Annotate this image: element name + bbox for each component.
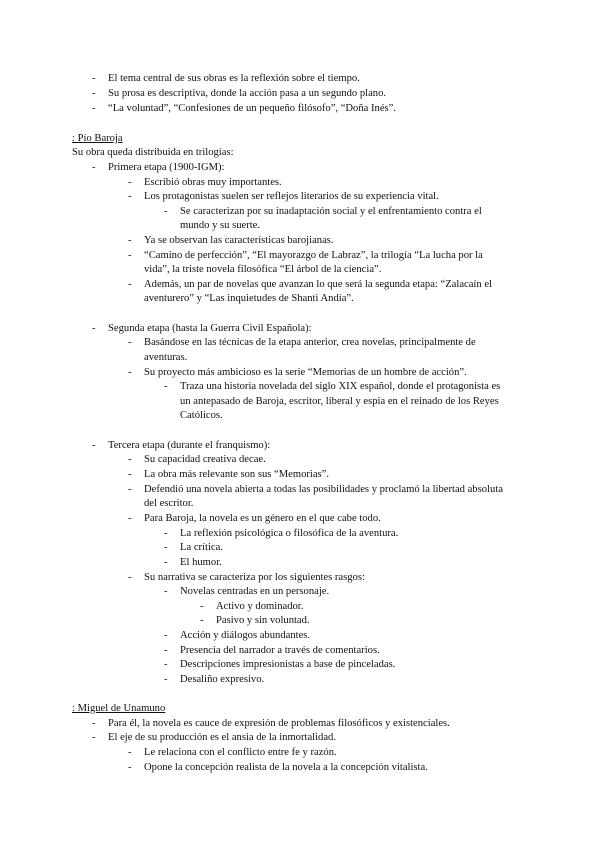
list-item: Pasivo y sin voluntad. bbox=[216, 615, 310, 626]
list-dash: - bbox=[128, 454, 132, 465]
list-dash: - bbox=[128, 367, 132, 378]
list-item: El tema central de sus obras es la reflexión sobre el tiempo. bbox=[108, 73, 360, 84]
list-item: Ya se observan las características barojianas. bbox=[144, 235, 334, 246]
list-dash: - bbox=[128, 279, 132, 290]
list-dash: - bbox=[200, 615, 204, 626]
list-item: Basándose en las técnicas de la etapa anterior, crea novelas, principalmente de bbox=[144, 337, 476, 348]
section-heading-baroja: : Pío Baroja bbox=[72, 133, 123, 144]
list-dash: - bbox=[128, 513, 132, 524]
list-dash: - bbox=[164, 557, 168, 568]
list-dash: - bbox=[92, 88, 96, 99]
list-dash: - bbox=[164, 381, 168, 392]
list-item: Desaliño expresivo. bbox=[180, 674, 265, 685]
list-dash: - bbox=[128, 484, 132, 495]
list-item: Tercera etapa (durante el franquismo): bbox=[108, 440, 271, 451]
list-dash: - bbox=[92, 162, 96, 173]
list-dash: - bbox=[164, 645, 168, 656]
list-dash: - bbox=[128, 762, 132, 773]
list-item: Para él, la novela es cauce de expresión de problemas filosóficos y existenciales. bbox=[108, 718, 450, 729]
list-dash: - bbox=[128, 250, 132, 261]
list-item: Los protagonistas suelen ser reflejos literarios de su experiencia vital. bbox=[144, 191, 439, 202]
list-item-continuation: aventurero” y “Las inquietudes de Shanti Andía”. bbox=[144, 293, 354, 304]
list-item: El eje de su producción es el ansia de la inmortalidad. bbox=[108, 732, 336, 743]
list-dash: - bbox=[92, 323, 96, 334]
list-dash: - bbox=[164, 674, 168, 685]
list-dash: - bbox=[128, 469, 132, 480]
list-item: Además, un par de novelas que avanzan lo que será la segunda etapa: “Zalacaín el bbox=[144, 279, 492, 290]
list-item: Opone la concepción realista de la novela a la concepción vitalista. bbox=[144, 762, 428, 773]
list-item: Descripciones impresionistas a base de pinceladas. bbox=[180, 659, 396, 670]
list-item: Defendió una novela abierta a todas las posibilidades y proclamó la libertad absoluta bbox=[144, 484, 503, 495]
list-item: Novelas centradas en un personaje. bbox=[180, 586, 330, 597]
list-item: Segunda etapa (hasta la Guerra Civil Española): bbox=[108, 323, 312, 334]
list-dash: - bbox=[92, 103, 96, 114]
list-item: Escribió obras muy importantes. bbox=[144, 177, 282, 188]
list-dash: - bbox=[164, 542, 168, 553]
list-item: “La voluntad”, “Confesiones de un pequeño filósofo”, “Doña Inés”. bbox=[108, 103, 396, 114]
list-item: Se caracterizan por su inadaptación social y el enfrentamiento contra el bbox=[180, 206, 482, 217]
list-dash: - bbox=[128, 177, 132, 188]
list-item-continuation: del escritor. bbox=[144, 498, 194, 509]
list-dash: - bbox=[200, 601, 204, 612]
list-dash: - bbox=[92, 718, 96, 729]
list-item-continuation: mundo y su suerte. bbox=[180, 220, 261, 231]
list-dash: - bbox=[164, 528, 168, 539]
list-item: Traza una historia novelada del siglo XIX español, donde el protagonista es bbox=[180, 381, 501, 392]
list-item: Acción y diálogos abundantes. bbox=[180, 630, 311, 641]
list-item: Activo y dominador. bbox=[216, 601, 304, 612]
list-dash: - bbox=[164, 206, 168, 217]
list-item-continuation: un antepasado de Baroja, escritor, liberal y espía en el reinado de los Reyes bbox=[180, 396, 499, 407]
list-item: Para Baroja, la novela es un género en el que cabe todo. bbox=[144, 513, 381, 524]
list-item-continuation: vida”, la triste novela filosófica “El árbol de la ciencia”. bbox=[144, 264, 382, 275]
list-item: La crítica. bbox=[180, 542, 223, 553]
list-item: Su proyecto más ambicioso es la serie “Memorias de un hombre de acción”. bbox=[144, 367, 467, 378]
list-dash: - bbox=[128, 747, 132, 758]
list-item-continuation: aventuras. bbox=[144, 352, 188, 363]
list-item: La obra más relevante son sus “Memorias”. bbox=[144, 469, 330, 480]
list-dash: - bbox=[164, 659, 168, 670]
list-item: Primera etapa (1900-IGM): bbox=[108, 162, 225, 173]
list-item: Su capacidad creativa decae. bbox=[144, 454, 266, 465]
list-item: Le relaciona con el conflicto entre fe y razón. bbox=[144, 747, 337, 758]
list-item: “Camino de perfección”, “El mayorazgo de Labraz”, la trilogía “La lucha por la bbox=[144, 250, 483, 261]
list-dash: - bbox=[128, 337, 132, 348]
list-dash: - bbox=[128, 572, 132, 583]
list-item: Su prosa es descriptiva, donde la acción pasa a un segundo plano. bbox=[108, 88, 387, 99]
list-item-continuation: Católicos. bbox=[180, 410, 223, 421]
list-dash: - bbox=[128, 191, 132, 202]
list-item: Presencia del narrador a través de comentarios. bbox=[180, 645, 380, 656]
list-dash: - bbox=[92, 732, 96, 743]
list-dash: - bbox=[92, 73, 96, 84]
list-item: Su narrativa se caracteriza por los siguientes rasgos: bbox=[144, 572, 365, 583]
list-item: El humor. bbox=[180, 557, 222, 568]
list-dash: - bbox=[92, 440, 96, 451]
section-heading-unamuno: : Miguel de Unamuno bbox=[72, 703, 166, 714]
list-item: La reflexión psicológica o filosófica de la aventura. bbox=[180, 528, 399, 539]
list-dash: - bbox=[164, 586, 168, 597]
list-dash: - bbox=[128, 235, 132, 246]
list-dash: - bbox=[164, 630, 168, 641]
paragraph: Su obra queda distribuida en trilogías: bbox=[72, 147, 234, 158]
